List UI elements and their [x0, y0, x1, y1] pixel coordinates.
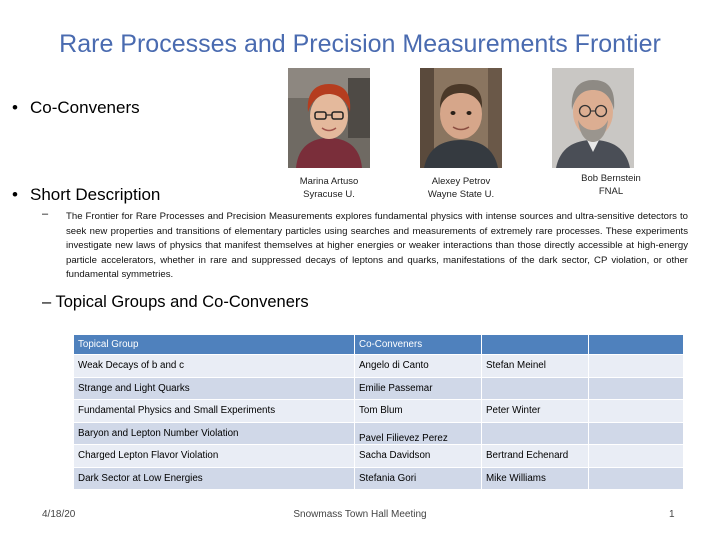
subheading-label: Topical Groups and Co-Conveners	[55, 293, 309, 311]
table-cell: Stefan Meinel	[482, 355, 589, 378]
photo-alexey-petrov	[420, 68, 502, 168]
table-row	[74, 422, 684, 445]
slide-title: Rare Processes and Precision Measurements Frontier	[59, 30, 661, 58]
person-name: Alexey Petrov	[431, 176, 491, 187]
person-name: Marina Artuso	[299, 176, 359, 187]
table-cell	[589, 422, 684, 445]
bullet-conveners	[12, 98, 140, 118]
bullet-dot: •	[12, 185, 18, 204]
footer-event: Snowmass Town Hall Meeting	[293, 509, 427, 520]
table-cell: Strange and Light Quarks	[74, 377, 355, 400]
footer-date: 4/18/20	[42, 509, 76, 520]
table-cell: Pavel Filievez Perez	[355, 422, 482, 445]
table-row	[74, 445, 684, 468]
table-cell: Sacha Davidson	[355, 445, 482, 468]
table-cell: Tom Blum	[355, 400, 482, 423]
table-header-cell	[589, 335, 684, 355]
photo-bob-bernstein	[552, 68, 634, 168]
bullet-conveners-label: Co-Conveners	[30, 98, 140, 117]
table-cell: Emilie Passemar	[355, 377, 482, 400]
table-header-cell: Topical Group	[74, 335, 355, 355]
table-row	[74, 400, 684, 423]
table-cell: Baryon and Lepton Number Violation	[74, 422, 355, 445]
table-cell: Peter Winter	[482, 400, 589, 423]
table-header-cell: Co-Conveners	[355, 335, 482, 355]
bullet-short-description-label: Short Description	[30, 185, 161, 204]
table-cell	[589, 445, 684, 468]
bullet-short-description	[12, 185, 160, 205]
table-row	[74, 467, 684, 490]
table-cell: Stefania Gori	[355, 467, 482, 490]
table-cell: Charged Lepton Flavor Violation	[74, 445, 355, 468]
topical-groups-table	[74, 335, 684, 490]
table-cell: Dark Sector at Low Energies	[74, 467, 355, 490]
table-cell	[589, 377, 684, 400]
table-cell: Weak Decays of b and c	[74, 355, 355, 378]
table-header-cell	[482, 335, 589, 355]
caption-alexey-petrov	[416, 175, 506, 201]
description-text: The Frontier for Rare Processes and Precision Measurements explores fundamental physics with intense sources and ultra-sensitive detectors to seek new properties and transitions of elementary particles using searches and measurements of extremely rare processes. These experiments investigate new laws of physics that manifest themselves at higher energies or weaker interactions than those directly accessible at high-energy particle accelerators, whether in rare and suppressed decays of leptons and quarks, manifestations of the dark sector, CP violation, or other fundamental symmetries.	[66, 211, 688, 281]
table-row	[74, 377, 684, 400]
table-cell: Fundamental Physics and Small Experiments	[74, 400, 355, 423]
table-cell: Angelo di Canto	[355, 355, 482, 378]
table-cell	[589, 467, 684, 490]
bullet-dot: •	[12, 98, 18, 117]
table-cell	[482, 422, 589, 445]
person-affiliation: FNAL	[598, 186, 624, 197]
table-cell	[482, 377, 589, 400]
table-row	[74, 355, 684, 378]
description-dash: –	[42, 208, 49, 220]
photo-marina-artuso	[288, 68, 370, 168]
subheading	[42, 293, 309, 312]
table-cell	[589, 400, 684, 423]
table-header-row	[74, 335, 684, 355]
subheading-dash: –	[42, 293, 52, 311]
footer-page-number: 1	[669, 509, 675, 520]
caption-bob-bernstein	[566, 172, 656, 198]
person-affiliation: Wayne State U.	[427, 189, 495, 200]
table-cell	[589, 355, 684, 378]
person-name: Bob Bernstein	[581, 173, 641, 184]
person-affiliation: Syracuse U.	[303, 189, 355, 200]
table-cell: Mike Williams	[482, 467, 589, 490]
caption-marina-artuso	[284, 175, 374, 201]
table-cell: Bertrand Echenard	[482, 445, 589, 468]
